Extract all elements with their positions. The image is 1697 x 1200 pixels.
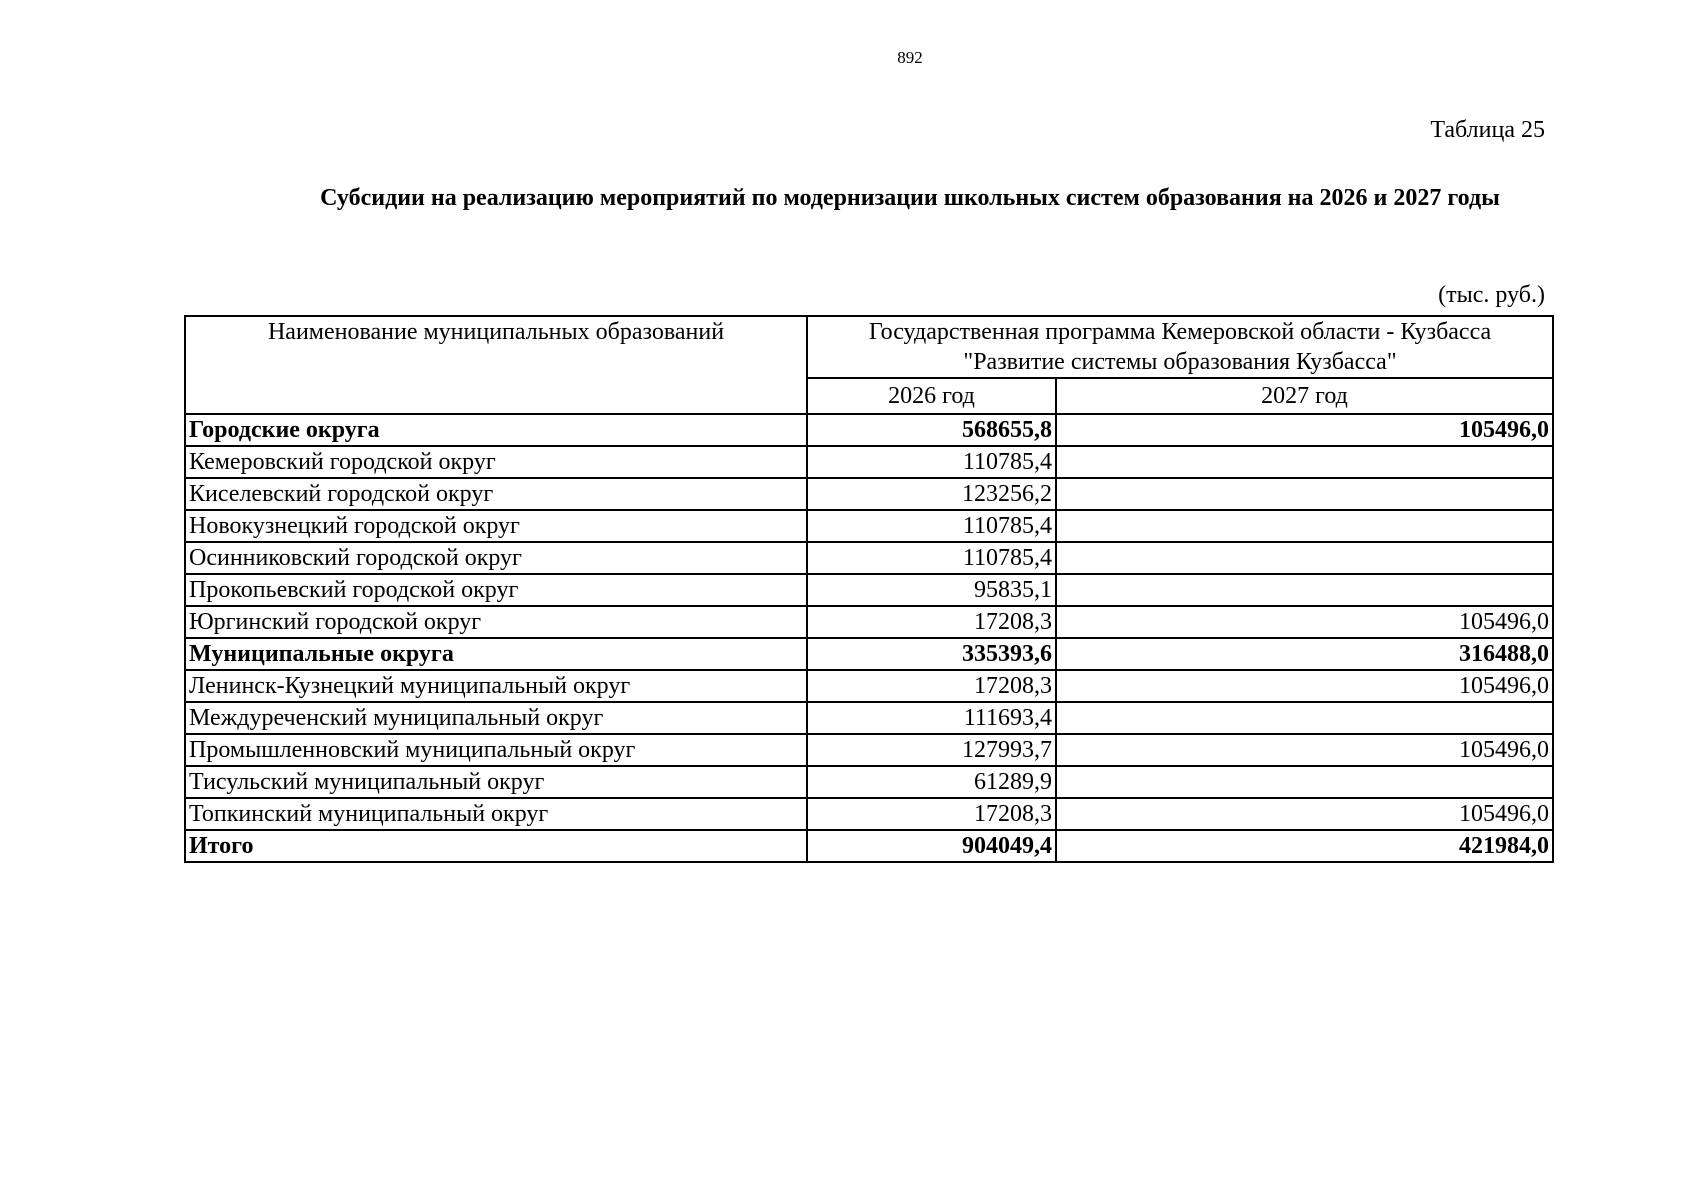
document-title: Субсидии на реализацию мероприятий по модернизации школьных систем образования на 2026 и 2027 годы: [320, 185, 1500, 211]
table-row-subtotal: [185, 414, 1553, 446]
cell-value-2026: 110785,4: [807, 542, 1056, 574]
table-row: [185, 574, 1553, 606]
table-row: [185, 702, 1553, 734]
cell-value-2027: 105496,0: [1056, 734, 1553, 766]
cell-municipality-name: Осинниковский городской округ: [185, 542, 807, 574]
cell-value-2026: 111693,4: [807, 702, 1056, 734]
cell-value-2027: [1056, 766, 1553, 798]
cell-value-2027: 316488,0: [1056, 638, 1553, 670]
cell-municipality-name: Тисульский муниципальный округ: [185, 766, 807, 798]
table-row: [185, 446, 1553, 478]
header-year-2027: 2027 год: [1056, 378, 1553, 414]
header-program: [807, 316, 1553, 378]
cell-value-2027: 105496,0: [1056, 798, 1553, 830]
cell-value-2027: [1056, 542, 1553, 574]
table-row: [185, 606, 1553, 638]
cell-municipality-name: Муниципальные округа: [185, 638, 807, 670]
table-row: [185, 734, 1553, 766]
cell-value-2026: 95835,1: [807, 574, 1056, 606]
header-program-line2: "Развитие системы образования Кузбасса": [963, 349, 1397, 375]
cell-municipality-name: Кемеровский городской округ: [185, 446, 807, 478]
header-year-2026: 2026 год: [807, 378, 1056, 414]
page-number: 892: [897, 48, 923, 67]
table-row: [185, 670, 1553, 702]
cell-value-2027: 105496,0: [1056, 606, 1553, 638]
units-label: (тыс. руб.): [1438, 282, 1545, 308]
cell-municipality-name: Промышленновский муниципальный округ: [185, 734, 807, 766]
cell-municipality-name: Городские округа: [185, 414, 807, 446]
header-program-line1: Государственная программа Кемеровской области - Кузбасса: [868, 319, 1492, 345]
cell-municipality-name: Прокопьевский городской округ: [185, 574, 807, 606]
cell-value-2027: [1056, 478, 1553, 510]
cell-municipality-name: Ленинск-Кузнецкий муниципальный округ: [185, 670, 807, 702]
cell-value-2026: 127993,7: [807, 734, 1056, 766]
cell-value-2027: [1056, 510, 1553, 542]
table-row: [185, 478, 1553, 510]
table-body: [185, 414, 1553, 862]
cell-value-2026: 904049,4: [807, 830, 1056, 862]
table-row: [185, 798, 1553, 830]
header-municipality-name: Наименование муниципальных образований: [185, 316, 807, 414]
table-row: [185, 510, 1553, 542]
cell-value-2026: 335393,6: [807, 638, 1056, 670]
cell-value-2027: [1056, 446, 1553, 478]
cell-value-2026: 568655,8: [807, 414, 1056, 446]
cell-value-2027: 421984,0: [1056, 830, 1553, 862]
cell-municipality-name: Киселевский городской округ: [185, 478, 807, 510]
cell-value-2027: [1056, 702, 1553, 734]
cell-municipality-name: Топкинский муниципальный округ: [185, 798, 807, 830]
cell-value-2026: 110785,4: [807, 446, 1056, 478]
cell-municipality-name: Юргинский городской округ: [185, 606, 807, 638]
cell-municipality-name: Итого: [185, 830, 807, 862]
cell-value-2026: 123256,2: [807, 478, 1056, 510]
table-row: [185, 542, 1553, 574]
cell-municipality-name: Междуреченский муниципальный округ: [185, 702, 807, 734]
cell-municipality-name: Новокузнецкий городской округ: [185, 510, 807, 542]
table-row-subtotal: [185, 830, 1553, 862]
cell-value-2027: 105496,0: [1056, 670, 1553, 702]
table-label: Таблица 25: [1430, 117, 1545, 143]
cell-value-2026: 110785,4: [807, 510, 1056, 542]
cell-value-2027: [1056, 574, 1553, 606]
cell-value-2026: 17208,3: [807, 670, 1056, 702]
cell-value-2026: 61289,9: [807, 766, 1056, 798]
cell-value-2027: 105496,0: [1056, 414, 1553, 446]
subsidy-table: [184, 315, 1554, 863]
table-row: [185, 766, 1553, 798]
cell-value-2026: 17208,3: [807, 798, 1056, 830]
table-row-subtotal: [185, 638, 1553, 670]
cell-value-2026: 17208,3: [807, 606, 1056, 638]
